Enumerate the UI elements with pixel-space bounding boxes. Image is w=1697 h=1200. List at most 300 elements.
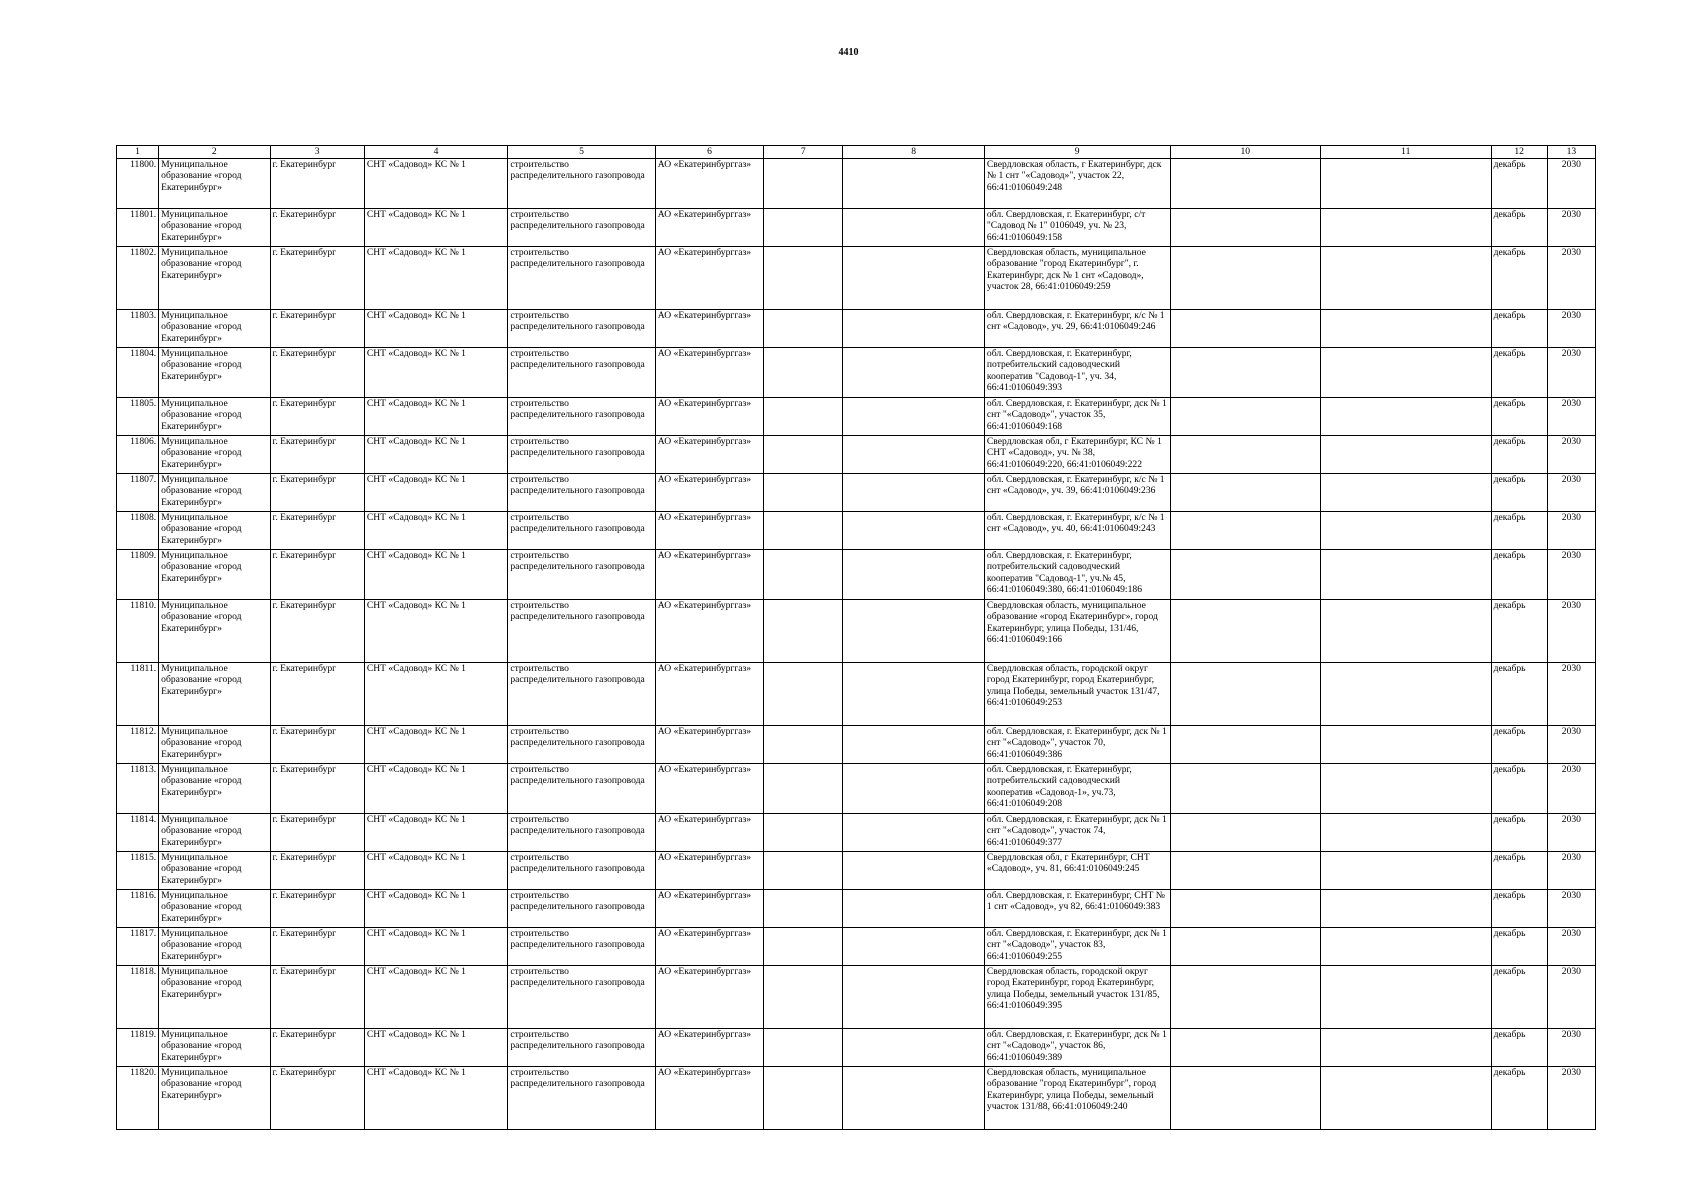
cell-year: 2030 <box>1547 965 1595 1028</box>
cell-col-8 <box>843 309 984 347</box>
cell-col-10 <box>1170 1066 1321 1129</box>
cell-locality: г. Екатеринбург <box>270 662 364 725</box>
cell-row-number: 11811. <box>117 662 159 725</box>
cell-col-7 <box>764 397 843 435</box>
cell-year: 2030 <box>1547 435 1595 473</box>
cell-col-8 <box>843 851 984 889</box>
cell-address: обл. Свердловская, г. Екатеринбург, дск № 1 снт "«Садовод»", участок 86, 66:41:0106049:389 <box>984 1028 1170 1066</box>
cell-locality: г. Екатеринбург <box>270 725 364 763</box>
cell-site: СНТ «Садовод» КС № 1 <box>364 763 507 813</box>
cell-purpose: строительство распределительного газопровода <box>508 662 655 725</box>
cell-purpose: строительство распределительного газопровода <box>508 889 655 927</box>
cell-month: декабрь <box>1491 511 1547 549</box>
cell-month: декабрь <box>1491 1066 1547 1129</box>
cell-col-7 <box>764 473 843 511</box>
cell-operator: АО «Екатеринбурггаз» <box>655 397 763 435</box>
cell-col-11 <box>1321 1066 1492 1129</box>
cell-owner: Муниципальное образование «город Екатеринбург» <box>159 1028 270 1066</box>
table-row <box>117 813 1596 851</box>
cell-col-10 <box>1170 246 1321 309</box>
cell-col-8 <box>843 965 984 1028</box>
cell-year: 2030 <box>1547 347 1595 397</box>
cell-operator: АО «Екатеринбурггаз» <box>655 851 763 889</box>
cell-col-10 <box>1170 473 1321 511</box>
cell-address: обл. Свердловская, г. Екатеринбург, к/с № 1 снт «Садовод», уч. 39, 66:41:0106049:236 <box>984 473 1170 511</box>
cell-locality: г. Екатеринбург <box>270 397 364 435</box>
cell-month: декабрь <box>1491 662 1547 725</box>
cell-locality: г. Екатеринбург <box>270 889 364 927</box>
cell-owner: Муниципальное образование «город Екатеринбург» <box>159 347 270 397</box>
cell-purpose: строительство распределительного газопровода <box>508 309 655 347</box>
cell-month: декабрь <box>1491 347 1547 397</box>
cell-year: 2030 <box>1547 927 1595 965</box>
cell-col-7 <box>764 309 843 347</box>
cell-col-7 <box>764 965 843 1028</box>
cell-col-11 <box>1321 473 1492 511</box>
cell-month: декабрь <box>1491 927 1547 965</box>
cell-site: СНТ «Садовод» КС № 1 <box>364 662 507 725</box>
cell-row-number: 11801. <box>117 208 159 246</box>
cell-purpose: строительство распределительного газопровода <box>508 725 655 763</box>
cell-col-11 <box>1321 763 1492 813</box>
cell-col-7 <box>764 347 843 397</box>
column-header-12: 12 <box>1491 146 1547 159</box>
cell-col-7 <box>764 599 843 662</box>
table-row <box>117 158 1596 208</box>
cell-col-11 <box>1321 599 1492 662</box>
cell-year: 2030 <box>1547 158 1595 208</box>
cell-locality: г. Екатеринбург <box>270 1028 364 1066</box>
cell-col-8 <box>843 549 984 599</box>
cell-col-7 <box>764 158 843 208</box>
cell-year: 2030 <box>1547 473 1595 511</box>
cell-operator: АО «Екатеринбурггаз» <box>655 549 763 599</box>
table-row <box>117 246 1596 309</box>
cell-site: СНТ «Садовод» КС № 1 <box>364 511 507 549</box>
cell-col-11 <box>1321 927 1492 965</box>
cell-owner: Муниципальное образование «город Екатеринбург» <box>159 1066 270 1129</box>
table-row <box>117 309 1596 347</box>
cell-purpose: строительство распределительного газопровода <box>508 965 655 1028</box>
cell-col-7 <box>764 813 843 851</box>
cell-col-8 <box>843 763 984 813</box>
cell-address: обл. Свердловская, г. Екатеринбург, потребительский садоводческий кооператив "Садовод-1", уч. 34, 66:41:0106049:393 <box>984 347 1170 397</box>
cell-owner: Муниципальное образование «город Екатеринбург» <box>159 851 270 889</box>
cell-address: обл. Свердловская, г. Екатеринбург, дск № 1 снт "«Садовод»", участок 70, 66:41:0106049:386 <box>984 725 1170 763</box>
cell-address: Свердловская область, г Екатеринбург, дск № 1 снт "«Садовод»", участок 22, 66:41:0106049:248 <box>984 158 1170 208</box>
cell-col-11 <box>1321 347 1492 397</box>
cell-address: Свердловская область, муниципальное образование «город Екатеринбург», город Екатеринбург, улица Победы, 131/46, 66:41:0106049:166 <box>984 599 1170 662</box>
cell-year: 2030 <box>1547 851 1595 889</box>
table-row <box>117 851 1596 889</box>
cell-site: СНТ «Садовод» КС № 1 <box>364 397 507 435</box>
cell-year: 2030 <box>1547 397 1595 435</box>
cell-locality: г. Екатеринбург <box>270 549 364 599</box>
cell-operator: АО «Екатеринбурггаз» <box>655 246 763 309</box>
table-row <box>117 208 1596 246</box>
cell-locality: г. Екатеринбург <box>270 813 364 851</box>
cell-site: СНТ «Садовод» КС № 1 <box>364 965 507 1028</box>
cell-col-7 <box>764 763 843 813</box>
cell-col-10 <box>1170 309 1321 347</box>
cell-row-number: 11807. <box>117 473 159 511</box>
cell-address: обл. Свердловская, г. Екатеринбург, потребительский садоводческий кооператив «Садовод-1», уч.73, 66:41:0106049:208 <box>984 763 1170 813</box>
cell-address: Свердловская область, муниципальное образование "город Екатеринбург", город Екатеринбург, улица Победы, земельный участок 131/88, 66:41:0106049:240 <box>984 1066 1170 1129</box>
table-row <box>117 662 1596 725</box>
cell-col-7 <box>764 435 843 473</box>
cell-owner: Муниципальное образование «город Екатеринбург» <box>159 309 270 347</box>
cell-col-10 <box>1170 889 1321 927</box>
table-row <box>117 397 1596 435</box>
cell-address: Свердловская область, муниципальное образование "город Екатеринбург", г. Екатеринбург, дск № 1 снт «Садовод», участок 28, 66:41:0106049:259 <box>984 246 1170 309</box>
cell-col-10 <box>1170 511 1321 549</box>
cell-address: Свердловская обл, г Екатеринбург, КС № 1 СНТ «Садовод», уч. № 38, 66:41:0106049:220, 66:41:0106049:222 <box>984 435 1170 473</box>
cell-operator: АО «Екатеринбурггаз» <box>655 347 763 397</box>
table-row <box>117 599 1596 662</box>
table-row <box>117 927 1596 965</box>
cell-col-11 <box>1321 511 1492 549</box>
cell-col-8 <box>843 397 984 435</box>
column-header-1: 1 <box>117 146 159 159</box>
cell-purpose: строительство распределительного газопровода <box>508 246 655 309</box>
cell-month: декабрь <box>1491 851 1547 889</box>
table-row <box>117 763 1596 813</box>
cell-col-10 <box>1170 435 1321 473</box>
cell-year: 2030 <box>1547 889 1595 927</box>
cell-col-11 <box>1321 851 1492 889</box>
cell-purpose: строительство распределительного газопровода <box>508 158 655 208</box>
cell-col-11 <box>1321 397 1492 435</box>
table-row <box>117 549 1596 599</box>
cell-row-number: 11803. <box>117 309 159 347</box>
cell-month: декабрь <box>1491 309 1547 347</box>
cell-row-number: 11812. <box>117 725 159 763</box>
cell-address: обл. Свердловская, г. Екатеринбург, дск № 1 снт "«Садовод»", участок 35, 66:41:0106049:168 <box>984 397 1170 435</box>
cell-row-number: 11806. <box>117 435 159 473</box>
cell-col-10 <box>1170 927 1321 965</box>
cell-locality: г. Екатеринбург <box>270 851 364 889</box>
cell-col-8 <box>843 246 984 309</box>
cell-month: декабрь <box>1491 725 1547 763</box>
cell-month: декабрь <box>1491 435 1547 473</box>
cell-col-10 <box>1170 813 1321 851</box>
cell-year: 2030 <box>1547 763 1595 813</box>
cell-row-number: 11818. <box>117 965 159 1028</box>
cell-operator: АО «Екатеринбурггаз» <box>655 662 763 725</box>
cell-site: СНТ «Садовод» КС № 1 <box>364 1028 507 1066</box>
cell-col-8 <box>843 599 984 662</box>
cell-month: декабрь <box>1491 397 1547 435</box>
cell-locality: г. Екатеринбург <box>270 599 364 662</box>
cell-site: СНТ «Садовод» КС № 1 <box>364 158 507 208</box>
cell-month: декабрь <box>1491 473 1547 511</box>
cell-operator: АО «Екатеринбурггаз» <box>655 158 763 208</box>
cell-address: Свердловская обл, г Екатеринбург, СНТ «Садовод», уч. 81, 66:41:0106049:245 <box>984 851 1170 889</box>
cell-purpose: строительство распределительного газопровода <box>508 763 655 813</box>
cell-operator: АО «Екатеринбурггаз» <box>655 473 763 511</box>
cell-address: обл. Свердловская, г. Екатеринбург, потребительский садоводческий кооператив "Садовод-1", уч.№ 45, 66:41:0106049:380, 66:41:0106049:186 <box>984 549 1170 599</box>
cell-site: СНТ «Садовод» КС № 1 <box>364 246 507 309</box>
cell-row-number: 11809. <box>117 549 159 599</box>
page-number: 4410 <box>838 47 859 58</box>
cell-col-10 <box>1170 965 1321 1028</box>
cell-col-10 <box>1170 725 1321 763</box>
registry-table <box>116 145 1596 1130</box>
cell-col-11 <box>1321 889 1492 927</box>
column-header-7: 7 <box>764 146 843 159</box>
cell-locality: г. Екатеринбург <box>270 347 364 397</box>
table-row <box>117 1028 1596 1066</box>
cell-year: 2030 <box>1547 208 1595 246</box>
cell-owner: Муниципальное образование «город Екатеринбург» <box>159 158 270 208</box>
cell-col-7 <box>764 662 843 725</box>
cell-row-number: 11819. <box>117 1028 159 1066</box>
cell-col-8 <box>843 158 984 208</box>
cell-col-10 <box>1170 599 1321 662</box>
cell-owner: Муниципальное образование «город Екатеринбург» <box>159 662 270 725</box>
cell-month: декабрь <box>1491 763 1547 813</box>
cell-col-7 <box>764 1066 843 1129</box>
cell-owner: Муниципальное образование «город Екатеринбург» <box>159 763 270 813</box>
cell-col-7 <box>764 725 843 763</box>
cell-purpose: строительство распределительного газопровода <box>508 511 655 549</box>
cell-site: СНТ «Садовод» КС № 1 <box>364 927 507 965</box>
cell-col-7 <box>764 549 843 599</box>
cell-month: декабрь <box>1491 889 1547 927</box>
cell-locality: г. Екатеринбург <box>270 763 364 813</box>
cell-col-8 <box>843 927 984 965</box>
cell-purpose: строительство распределительного газопровода <box>508 473 655 511</box>
cell-site: СНТ «Садовод» КС № 1 <box>364 549 507 599</box>
cell-month: декабрь <box>1491 1028 1547 1066</box>
cell-site: СНТ «Садовод» КС № 1 <box>364 813 507 851</box>
cell-site: СНТ «Садовод» КС № 1 <box>364 889 507 927</box>
table-row <box>117 347 1596 397</box>
column-header-8: 8 <box>843 146 984 159</box>
cell-col-8 <box>843 511 984 549</box>
table-body <box>117 158 1596 1129</box>
cell-col-11 <box>1321 725 1492 763</box>
cell-site: СНТ «Садовод» КС № 1 <box>364 851 507 889</box>
cell-operator: АО «Екатеринбурггаз» <box>655 763 763 813</box>
table-row <box>117 889 1596 927</box>
table-row <box>117 511 1596 549</box>
cell-owner: Муниципальное образование «город Екатеринбург» <box>159 246 270 309</box>
cell-locality: г. Екатеринбург <box>270 435 364 473</box>
cell-month: декабрь <box>1491 246 1547 309</box>
cell-col-11 <box>1321 309 1492 347</box>
table-row <box>117 435 1596 473</box>
cell-row-number: 11816. <box>117 889 159 927</box>
cell-owner: Муниципальное образование «город Екатеринбург» <box>159 927 270 965</box>
cell-locality: г. Екатеринбург <box>270 511 364 549</box>
cell-col-11 <box>1321 435 1492 473</box>
cell-address: обл. Свердловская, г. Екатеринбург, СНТ № 1 снт «Садовод», уч 82, 66:41:0106049:383 <box>984 889 1170 927</box>
cell-purpose: строительство распределительного газопровода <box>508 851 655 889</box>
column-header-11: 11 <box>1321 146 1492 159</box>
cell-col-11 <box>1321 965 1492 1028</box>
column-header-6: 6 <box>655 146 763 159</box>
cell-site: СНТ «Садовод» КС № 1 <box>364 347 507 397</box>
cell-address: обл. Свердловская, г. Екатеринбург, к/с № 1 снт «Садовод», уч. 40, 66:41:0106049:243 <box>984 511 1170 549</box>
cell-row-number: 11820. <box>117 1066 159 1129</box>
cell-col-10 <box>1170 549 1321 599</box>
cell-locality: г. Екатеринбург <box>270 473 364 511</box>
cell-operator: АО «Екатеринбурггаз» <box>655 813 763 851</box>
cell-address: обл. Свердловская, г. Екатеринбург, к/с № 1 снт «Садовод», уч. 29, 66:41:0106049:246 <box>984 309 1170 347</box>
cell-address: обл. Свердловская, г. Екатеринбург, с/т "Садовод № 1" 0106049, уч. № 23, 66:41:0106049:158 <box>984 208 1170 246</box>
cell-col-10 <box>1170 347 1321 397</box>
column-header-10: 10 <box>1170 146 1321 159</box>
column-header-3: 3 <box>270 146 364 159</box>
cell-row-number: 11802. <box>117 246 159 309</box>
cell-purpose: строительство распределительного газопровода <box>508 397 655 435</box>
cell-owner: Муниципальное образование «город Екатеринбург» <box>159 725 270 763</box>
cell-purpose: строительство распределительного газопровода <box>508 347 655 397</box>
cell-owner: Муниципальное образование «город Екатеринбург» <box>159 511 270 549</box>
cell-col-11 <box>1321 549 1492 599</box>
cell-purpose: строительство распределительного газопровода <box>508 813 655 851</box>
cell-year: 2030 <box>1547 662 1595 725</box>
cell-month: декабрь <box>1491 813 1547 851</box>
cell-month: декабрь <box>1491 208 1547 246</box>
cell-locality: г. Екатеринбург <box>270 309 364 347</box>
cell-col-11 <box>1321 813 1492 851</box>
cell-owner: Муниципальное образование «город Екатеринбург» <box>159 473 270 511</box>
cell-col-8 <box>843 1028 984 1066</box>
cell-year: 2030 <box>1547 549 1595 599</box>
cell-owner: Муниципальное образование «город Екатеринбург» <box>159 435 270 473</box>
cell-row-number: 11814. <box>117 813 159 851</box>
cell-month: декабрь <box>1491 549 1547 599</box>
cell-owner: Муниципальное образование «город Екатеринбург» <box>159 208 270 246</box>
cell-site: СНТ «Садовод» КС № 1 <box>364 473 507 511</box>
cell-owner: Муниципальное образование «город Екатеринбург» <box>159 965 270 1028</box>
cell-col-8 <box>843 725 984 763</box>
cell-operator: АО «Екатеринбурггаз» <box>655 927 763 965</box>
cell-col-10 <box>1170 763 1321 813</box>
cell-operator: АО «Екатеринбурггаз» <box>655 1028 763 1066</box>
cell-col-7 <box>764 927 843 965</box>
cell-year: 2030 <box>1547 1028 1595 1066</box>
cell-operator: АО «Екатеринбурггаз» <box>655 208 763 246</box>
cell-year: 2030 <box>1547 246 1595 309</box>
cell-locality: г. Екатеринбург <box>270 965 364 1028</box>
cell-row-number: 11804. <box>117 347 159 397</box>
cell-purpose: строительство распределительного газопровода <box>508 1028 655 1066</box>
table-row <box>117 473 1596 511</box>
cell-col-7 <box>764 246 843 309</box>
header-row <box>117 146 1596 159</box>
cell-row-number: 11810. <box>117 599 159 662</box>
cell-col-7 <box>764 511 843 549</box>
cell-col-11 <box>1321 1028 1492 1066</box>
cell-site: СНТ «Садовод» КС № 1 <box>364 599 507 662</box>
cell-col-11 <box>1321 662 1492 725</box>
cell-operator: АО «Екатеринбурггаз» <box>655 965 763 1028</box>
cell-owner: Муниципальное образование «город Екатеринбург» <box>159 889 270 927</box>
cell-col-10 <box>1170 662 1321 725</box>
cell-col-8 <box>843 1066 984 1129</box>
cell-owner: Муниципальное образование «город Екатеринбург» <box>159 813 270 851</box>
cell-purpose: строительство распределительного газопровода <box>508 927 655 965</box>
cell-month: декабрь <box>1491 965 1547 1028</box>
cell-col-7 <box>764 1028 843 1066</box>
cell-operator: АО «Екатеринбурггаз» <box>655 435 763 473</box>
cell-locality: г. Екатеринбург <box>270 927 364 965</box>
cell-operator: АО «Екатеринбурггаз» <box>655 725 763 763</box>
cell-locality: г. Екатеринбург <box>270 246 364 309</box>
cell-purpose: строительство распределительного газопровода <box>508 435 655 473</box>
column-header-2: 2 <box>159 146 270 159</box>
column-header-5: 5 <box>508 146 655 159</box>
cell-row-number: 11817. <box>117 927 159 965</box>
cell-purpose: строительство распределительного газопровода <box>508 208 655 246</box>
cell-col-11 <box>1321 158 1492 208</box>
cell-site: СНТ «Садовод» КС № 1 <box>364 309 507 347</box>
cell-operator: АО «Екатеринбурггаз» <box>655 1066 763 1129</box>
cell-address: Свердловская область, городской округ город Екатеринбург, город Екатеринбург, улица Победы, земельный участок 131/85, 66:41:0106049:395 <box>984 965 1170 1028</box>
cell-col-7 <box>764 208 843 246</box>
cell-year: 2030 <box>1547 725 1595 763</box>
table-row <box>117 965 1596 1028</box>
cell-col-7 <box>764 889 843 927</box>
cell-row-number: 11805. <box>117 397 159 435</box>
cell-col-8 <box>843 347 984 397</box>
cell-month: декабрь <box>1491 158 1547 208</box>
cell-site: СНТ «Садовод» КС № 1 <box>364 208 507 246</box>
cell-owner: Муниципальное образование «город Екатеринбург» <box>159 599 270 662</box>
cell-col-10 <box>1170 158 1321 208</box>
cell-operator: АО «Екатеринбурггаз» <box>655 309 763 347</box>
cell-col-11 <box>1321 208 1492 246</box>
cell-locality: г. Екатеринбург <box>270 158 364 208</box>
cell-col-10 <box>1170 851 1321 889</box>
cell-site: СНТ «Садовод» КС № 1 <box>364 435 507 473</box>
cell-year: 2030 <box>1547 309 1595 347</box>
cell-year: 2030 <box>1547 511 1595 549</box>
cell-col-11 <box>1321 246 1492 309</box>
cell-operator: АО «Екатеринбурггаз» <box>655 511 763 549</box>
cell-address: Свердловская область, городской округ город Екатеринбург, город Екатеринбург, улица Победы, земельный участок 131/47, 66:41:0106049:253 <box>984 662 1170 725</box>
cell-operator: АО «Екатеринбурггаз» <box>655 599 763 662</box>
cell-purpose: строительство распределительного газопровода <box>508 549 655 599</box>
column-header-4: 4 <box>364 146 507 159</box>
cell-col-7 <box>764 851 843 889</box>
cell-row-number: 11808. <box>117 511 159 549</box>
table-row <box>117 725 1596 763</box>
cell-row-number: 11800. <box>117 158 159 208</box>
cell-site: СНТ «Садовод» КС № 1 <box>364 725 507 763</box>
cell-col-10 <box>1170 397 1321 435</box>
cell-owner: Муниципальное образование «город Екатеринбург» <box>159 549 270 599</box>
cell-address: обл. Свердловская, г. Екатеринбург, дск № 1 снт "«Садовод»", участок 83, 66:41:0106049:255 <box>984 927 1170 965</box>
cell-row-number: 11813. <box>117 763 159 813</box>
cell-col-8 <box>843 473 984 511</box>
column-header-13: 13 <box>1547 146 1595 159</box>
cell-address: обл. Свердловская, г. Екатеринбург, дск № 1 снт "«Садовод»", участок 74, 66:41:0106049:377 <box>984 813 1170 851</box>
cell-col-8 <box>843 662 984 725</box>
table-row <box>117 1066 1596 1129</box>
cell-col-10 <box>1170 208 1321 246</box>
cell-year: 2030 <box>1547 599 1595 662</box>
cell-year: 2030 <box>1547 1066 1595 1129</box>
cell-year: 2030 <box>1547 813 1595 851</box>
cell-owner: Муниципальное образование «город Екатеринбург» <box>159 397 270 435</box>
cell-col-8 <box>843 435 984 473</box>
cell-month: декабрь <box>1491 599 1547 662</box>
cell-purpose: строительство распределительного газопровода <box>508 599 655 662</box>
